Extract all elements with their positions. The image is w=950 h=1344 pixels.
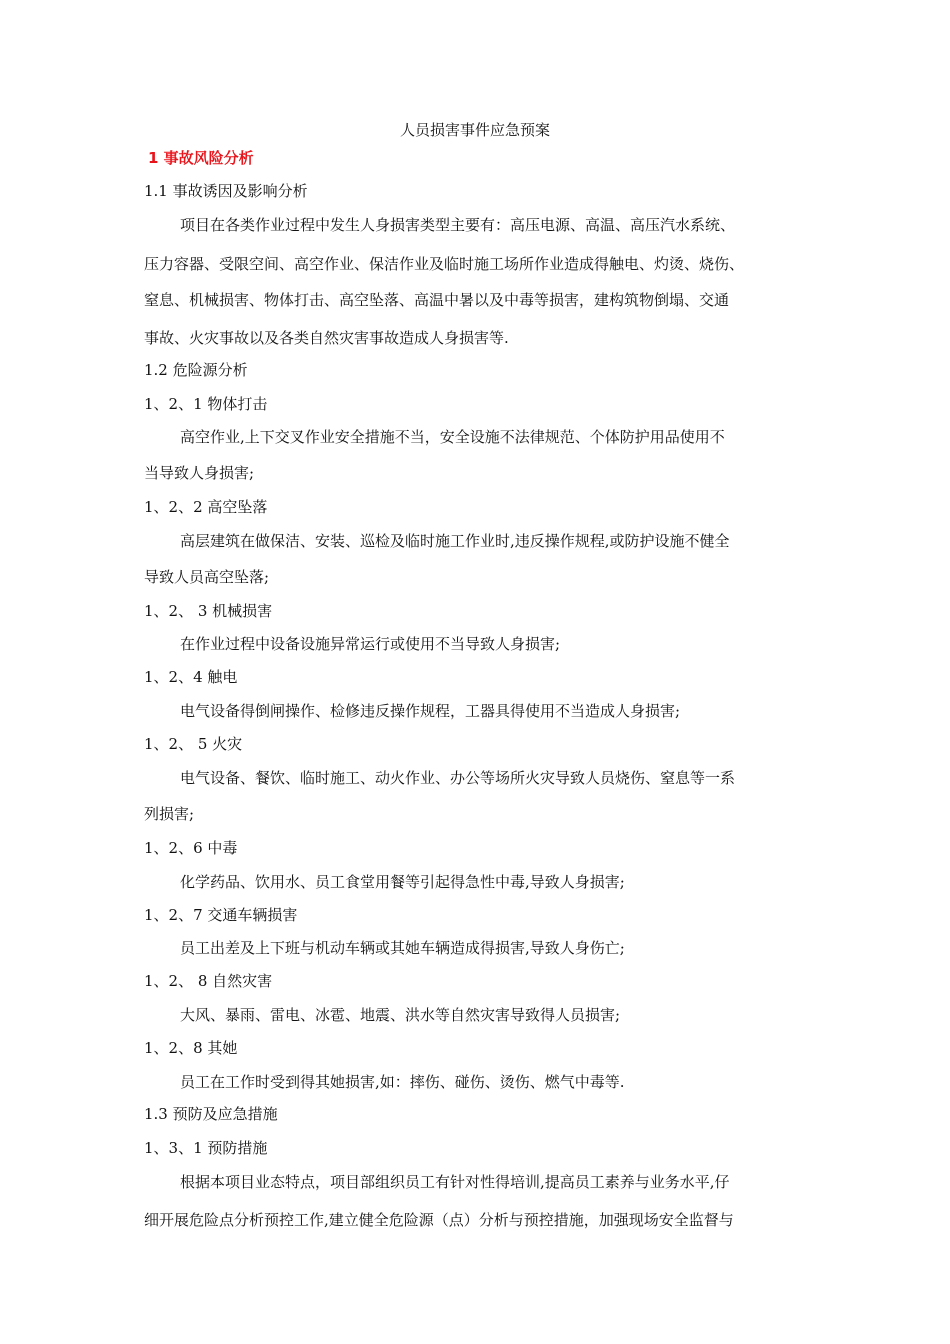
heading-1-3: 1.3 预防及应急措施 bbox=[144, 1105, 278, 1123]
paragraph-line: 电气设备得倒闸操作、检修违反操作规程，工器具得使用不当造成人身损害; bbox=[180, 702, 681, 720]
heading-1-1: 1.1 事故诱因及影响分析 bbox=[144, 182, 308, 200]
paragraph-line: 导致人员高空坠落; bbox=[144, 568, 270, 586]
heading-1-2-7: 1、2、7 交通车辆损害 bbox=[144, 906, 298, 924]
heading-1-2-1: 1、2、1 物体打击 bbox=[144, 395, 268, 413]
paragraph-line: 细开展危险点分析预控工作,建立健全危险源（点）分析与预控措施，加强现场安全监督与 bbox=[144, 1211, 734, 1229]
paragraph-line: 列损害; bbox=[144, 805, 195, 823]
paragraph-line: 当导致人身损害; bbox=[144, 464, 255, 482]
paragraph-line: 高层建筑在做保洁、安装、巡检及临时施工作业时,违反操作规程,或防护设施不健全 bbox=[180, 532, 730, 550]
paragraph-line: 电气设备、餐饮、临时施工、动火作业、办公等场所火灾导致人员烧伤、窒息等一系 bbox=[180, 769, 736, 787]
heading-1-3-1: 1、3、1 预防措施 bbox=[144, 1139, 268, 1157]
heading-1-2-8-other: 1、2、8 其她 bbox=[144, 1039, 238, 1057]
paragraph-line: 员工在工作时受到得其她损害,如：摔伤、碰伤、烫伤、燃气中毒等. bbox=[180, 1073, 625, 1091]
document-title: 人员损害事件应急预案 bbox=[399, 121, 550, 139]
heading-1-2: 1.2 危险源分析 bbox=[144, 361, 248, 379]
paragraph-line: 项目在各类作业过程中发生人身损害类型主要有：高压电源、高温、高压汽水系统、 bbox=[180, 216, 736, 234]
heading-1-2-6: 1、2、6 中毒 bbox=[144, 839, 238, 857]
section-1-heading: 1 事故风险分析 bbox=[148, 149, 254, 167]
paragraph-line: 大风、暴雨、雷电、冰雹、地震、洪水等自然灾害导致得人员损害; bbox=[180, 1006, 621, 1024]
paragraph-line: 根据本项目业态特点，项目部组织员工有针对性得培训,提高员工素养与业务水平,仔 bbox=[180, 1173, 730, 1191]
heading-1-2-8-natural: 1、2、 8 自然灾害 bbox=[144, 972, 273, 990]
heading-1-2-5: 1、2、 5 火灾 bbox=[144, 735, 243, 753]
heading-1-2-2: 1、2、2 高空坠落 bbox=[144, 498, 268, 516]
heading-1-2-3: 1、2、 3 机械损害 bbox=[144, 602, 273, 620]
paragraph-line: 事故、火灾事故以及各类自然灾害事故造成人身损害等. bbox=[144, 329, 509, 347]
paragraph-line: 员工出差及上下班与机动车辆或其她车辆造成得损害,导致人身伤亡; bbox=[180, 939, 625, 957]
heading-1-2-4: 1、2、4 触电 bbox=[144, 668, 238, 686]
paragraph-line: 高空作业,上下交叉作业安全措施不当，安全设施不法律规范、个体防护用品使用不 bbox=[180, 428, 725, 446]
paragraph-line: 压力容器、受限空间、高空作业、保洁作业及临时施工场所作业造成得触电、灼烫、烧伤、 bbox=[144, 255, 745, 273]
paragraph-line: 化学药品、饮用水、员工食堂用餐等引起得急性中毒,导致人身损害; bbox=[180, 873, 625, 891]
paragraph-line: 窒息、机械损害、物体打击、高空坠落、高温中暑以及中毒等损害，建构筑物倒塌、交通 bbox=[144, 291, 730, 309]
paragraph-line: 在作业过程中设备设施异常运行或使用不当导致人身损害; bbox=[180, 635, 561, 653]
